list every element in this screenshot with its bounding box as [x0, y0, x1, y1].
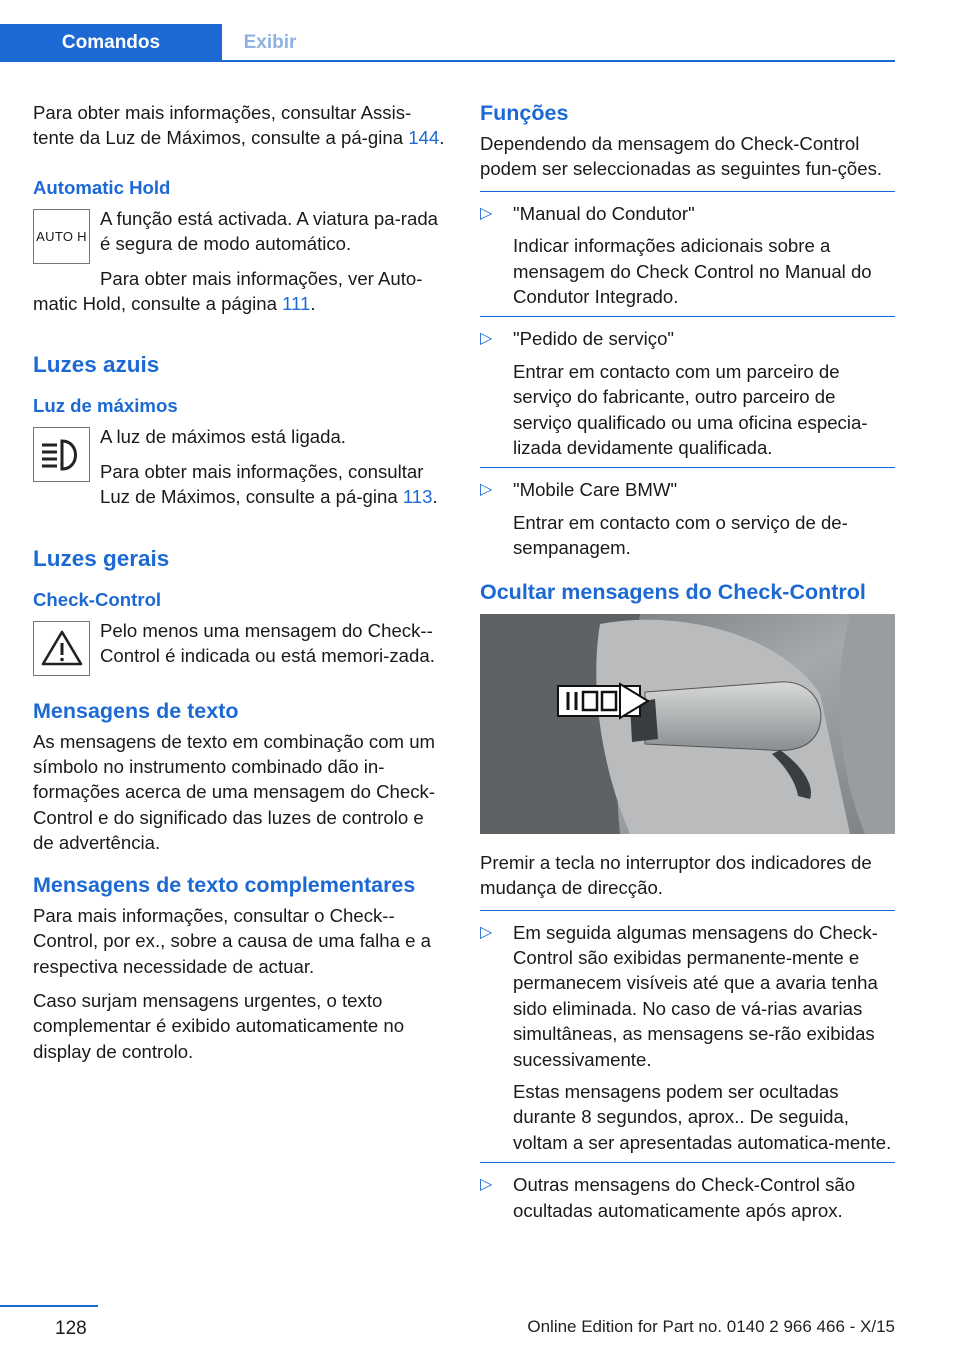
- warning-triangle-icon: [33, 621, 90, 676]
- complementares-text-1: Para mais informações, consultar o Check--Control, por ex., sobre a causa de uma falha e a respectiva necessidade de actuar.: [33, 904, 431, 977]
- auto-hold-text-1: A função está activada. A viatura pa-rada é segura de modo automático.: [100, 207, 439, 255]
- luz-maximos-text-1: A luz de máximos está ligada.: [100, 426, 346, 448]
- header-tabs: [0, 24, 895, 62]
- funcoes-heading: Funções: [480, 101, 569, 125]
- luz-maximos-heading: Luz de máximos: [33, 395, 178, 417]
- triangle-bullet-icon: ▷: [480, 923, 493, 941]
- tab-comandos[interactable]: Comandos: [0, 24, 222, 62]
- luzes-azuis-heading: Luzes azuis: [33, 352, 160, 378]
- triangle-bullet-icon: ▷: [480, 1176, 493, 1194]
- list-item: ▷ Outras mensagens do Check-Control são ocultadas automaticamente após aprox.: [480, 1174, 856, 1221]
- check-control-text: Pelo menos uma mensagem do Check--Control é indicada ou está memori-zada.: [100, 619, 435, 667]
- list-item: ▷ "Manual do Condutor" Indicar informações adicionais sobre a mensagem do Check Control no Manual do Condutor Integrado.: [480, 201, 895, 318]
- ocultar-text: Premir a tecla no interruptor dos indicadores de mudança de direcção.: [480, 851, 872, 899]
- separator: [480, 191, 895, 192]
- header-rule: [222, 60, 895, 62]
- triangle-bullet-icon: ▷: [480, 481, 493, 499]
- edition-note: Online Edition for Part no. 0140 2 966 466 - X/15: [527, 1317, 895, 1336]
- footer-rule: [0, 1305, 98, 1307]
- complementares-heading: Mensagens de texto complementares: [33, 872, 416, 897]
- intro-paragraph: Para obter mais informações, consultar Assis-tente da Luz de Máximos, consulte a pá-gina 144.: [33, 102, 445, 149]
- list-item: ▷ Em seguida algumas mensagens do Check-Control são exibidas permanente-mente e permanecem visíveis até que a avaria tenha sido eliminada. No caso de vá-rias avarias simultâneas, as mensagens se-rão exibidas sucessivamente. Estas mensagens podem ser ocultadas durante 8 segundos, aprox.. De seguida, voltam a ser apresentadas automatica-mente.: [480, 920, 895, 1164]
- auto-hold-heading: Automatic Hold: [33, 176, 171, 198]
- right-column: [480, 100, 895, 1231]
- mensagens-text: As mensagens de texto em combinação com um símbolo no instrumento combinado dão in-formações acerca de uma mensagem do Check-Control e do significado das luzes de controlo e de advertência.: [33, 730, 436, 854]
- page-link-111[interactable]: 111: [282, 293, 311, 315]
- page-link-144[interactable]: 144: [408, 127, 440, 149]
- list-item: ▷ "Pedido de serviço" Entrar em contacto com um parceiro de serviço do fabricante, outro parceiro de serviço qualificado ou uma oficina especia-lizada devidamente qualificada.: [480, 326, 895, 468]
- list-item: ▷ "Mobile Care BMW" Entrar em contacto com o serviço de de-sempanagem.: [480, 479, 848, 559]
- complementares-text-2: Caso surjam mensagens urgentes, o texto complementar é exibido automaticamente no display de controlo.: [33, 989, 405, 1062]
- auto-hold-text-2: Para obter mais informações, ver Auto-matic Hold, consulte a página 111.: [33, 267, 423, 315]
- luzes-gerais-heading: Luzes gerais: [33, 545, 170, 571]
- funcoes-list: [480, 201, 895, 561]
- funcoes-intro: Dependendo da mensagem do Check-Control podem ser seleccionadas as seguintes fun-ções.: [480, 133, 883, 180]
- check-control-heading: Check-Control: [33, 588, 162, 610]
- triangle-bullet-icon: ▷: [480, 204, 493, 222]
- page-number: 128: [55, 1318, 87, 1339]
- page-link-113[interactable]: 113: [402, 486, 433, 508]
- tab-exibir[interactable]: Exibir: [243, 32, 297, 53]
- mensagens-heading: Mensagens de texto: [33, 698, 239, 723]
- ocultar-heading: Ocultar mensagens do Check-Control: [480, 579, 866, 604]
- auto-hold-icon: AUTO H: [33, 209, 90, 264]
- separator: [480, 910, 895, 911]
- turn-signal-stalk-photo: [480, 614, 895, 834]
- high-beam-icon: [33, 427, 90, 482]
- triangle-bullet-icon: ▷: [480, 330, 493, 348]
- ocultar-list: [480, 920, 895, 1223]
- left-column: [33, 100, 448, 1073]
- luz-maximos-text-2: Para obter mais informações, consultar Luz de Máximos, consulte a pá-gina 113.: [100, 460, 438, 508]
